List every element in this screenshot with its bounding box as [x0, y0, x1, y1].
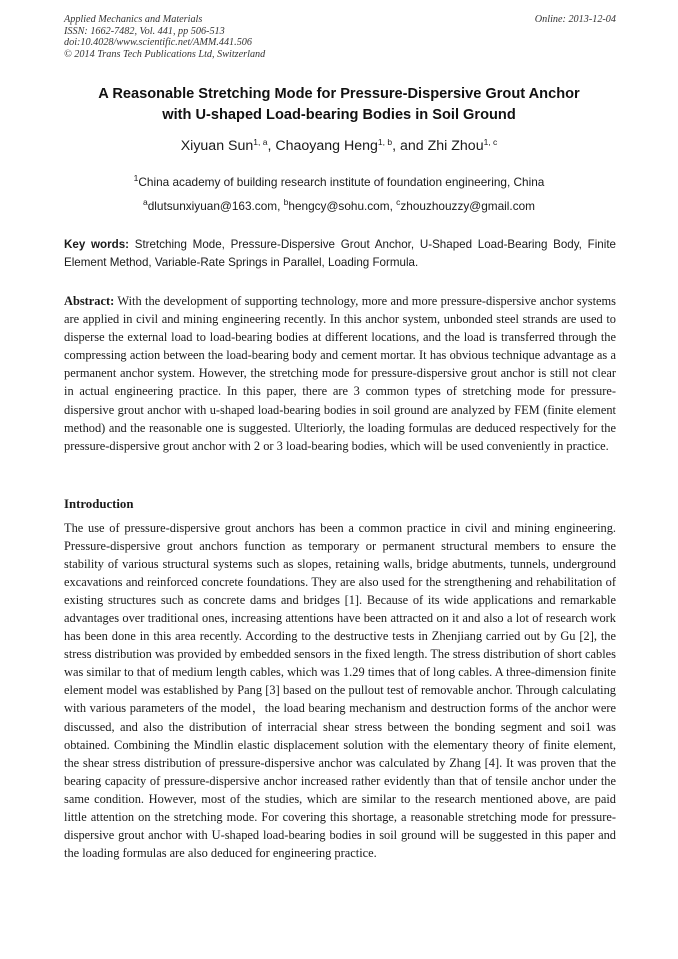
author-name: Zhi Zhou: [427, 138, 484, 154]
affiliation-text: China academy of building research institute of foundation engineering, China: [138, 175, 545, 189]
online-date: Online: 2013-12-04: [534, 14, 616, 25]
affiliation-mark: 1: [133, 173, 139, 183]
email-address: hengcy@sohu.com: [288, 199, 390, 213]
email-mark: b: [283, 197, 289, 207]
journal-name: Applied Mechanics and Materials: [64, 14, 203, 25]
email-list: [40, 198, 638, 214]
abstract-text: With the development of supporting technology, more and more pressure-dispersive anchor systems are applied in civil and mining engineering recently. In this anchor system, unbonded steel strands are used to disperse the external load to load-bearing bodies at different locations, and the load is transferred through the compressing action between the load-bearing body and cement mortar. It has obvious technique advantage as a permanent anchor system. However, the stretching mode for pressure-dispersive grout anchor is still not clear in actual engineering practice. In this paper, there are 3 common types of stretching mode for pressure-dispersive grout anchor with u-shaped load-bearing bodies in soil ground are analyzed by FEM (finite element method) and the reasonable one is suggested. Ulteriorly, the loading formulas are deduced respectively for the pressure-dispersive grout anchor with 2 or 3 load-bearing bodies, which will be used conveniently in practice.: [64, 294, 616, 453]
journal-issn: ISSN: 1662-7482, Vol. 441, pp 506-513: [64, 25, 225, 37]
author-separator: ,: [267, 138, 276, 154]
affiliation: [40, 174, 638, 190]
email-mark: c: [396, 197, 401, 207]
email-mark: a: [143, 197, 148, 207]
keywords-paragraph: [64, 236, 616, 272]
introduction-paragraph: The use of pressure-dispersive grout anchors has been a common practice in civil and mining engineering. Pressure-dispersive grout anchors function as temporary or permanent structural members to ensure the stability of various structural systems such as slopes, retaining walls, bridge abutments, tunnels, underground excavations and reinforced concrete foundations. They are also used for the strengthening and rehabilitation of existing structures such as concrete dams and bridges [1]. Because of its wide applications and remarkable advantages over traditional ones, increasing attentions have been attracted on it and also a lot of research work has been done in this area recently. According to the destructive tests in Zhenjiang carried out by Gu [2], the stress distribution was provided by embedded sensors in the fixed length. The stress distribution of short cables was similar to that of medium length cables, which was 1.29 times that of long cables. A three-dimension finite element model was established by Pang [3] based on the pullout test of removable anchor. Through calculating with various parameters of the model，the load bearing mechanism and destruction forms of the anchor were discussed, and also the distribution of interracial shear stress between the bonding segment and soi1 was obtained. Combining the Mindlin elastic displacement solution with the elementary theory of finite element, the shear stress distribution of pressure-dispersive anchor was calculated by Zhang [4]. It was proven that the bearing capacity of pressure-dispersive anchor increased rather evidently than that of tensile anchor under the same condition. However, most of the studies, which are similar to the research mentioned above, are paid little attention on the stretching mode. For covering this shortage, a reasonable stretching mode for pressure-dispersive grout anchor with U-shaped load-bearing bodies in soil ground will be suggested in this paper and the loading formulas are also deduced for engineering practice.: [64, 521, 616, 860]
keywords-text: Stretching Mode, Pressure-Dispersive Grout Anchor, U-Shaped Load-Bearing Body, Finite Element Method, Variable-Rate Springs in Parallel, Loading Formula.: [64, 238, 616, 270]
author-name: Xiyuan Sun: [180, 138, 254, 154]
keywords-label: Key words:: [64, 238, 129, 251]
author-list: [40, 137, 638, 155]
author-separator: , and: [392, 138, 428, 154]
email-address: zhouzhouzzy@gmail.com: [400, 199, 535, 213]
author-affiliation-mark: 1, c: [483, 137, 498, 147]
email-separator: ,: [277, 199, 284, 213]
author-affiliation-mark: 1, a: [253, 137, 268, 147]
journal-header: [64, 14, 616, 60]
journal-doi: doi:10.4028/www.scientific.net/AMM.441.506: [64, 37, 252, 49]
abstract-paragraph: [64, 292, 616, 455]
journal-copyright: © 2014 Trans Tech Publications Ltd, Switzerland: [64, 48, 266, 60]
email-separator: ,: [389, 199, 397, 213]
abstract-label: Abstract:: [64, 294, 115, 308]
author-affiliation-mark: 1, b: [377, 137, 393, 147]
author-name: Chaoyang Heng: [275, 138, 378, 154]
email-address: dlutsunxiyuan@163.com: [147, 199, 278, 213]
paper-title-line-1: A Reasonable Stretching Mode for Pressure-Dispersive Grout Anchor: [98, 86, 580, 102]
paper-title: [40, 84, 638, 126]
introduction-heading: Introduction: [64, 497, 134, 511]
paper-title-line-2: with U-shaped Load-bearing Bodies in Soil Ground: [162, 107, 516, 123]
